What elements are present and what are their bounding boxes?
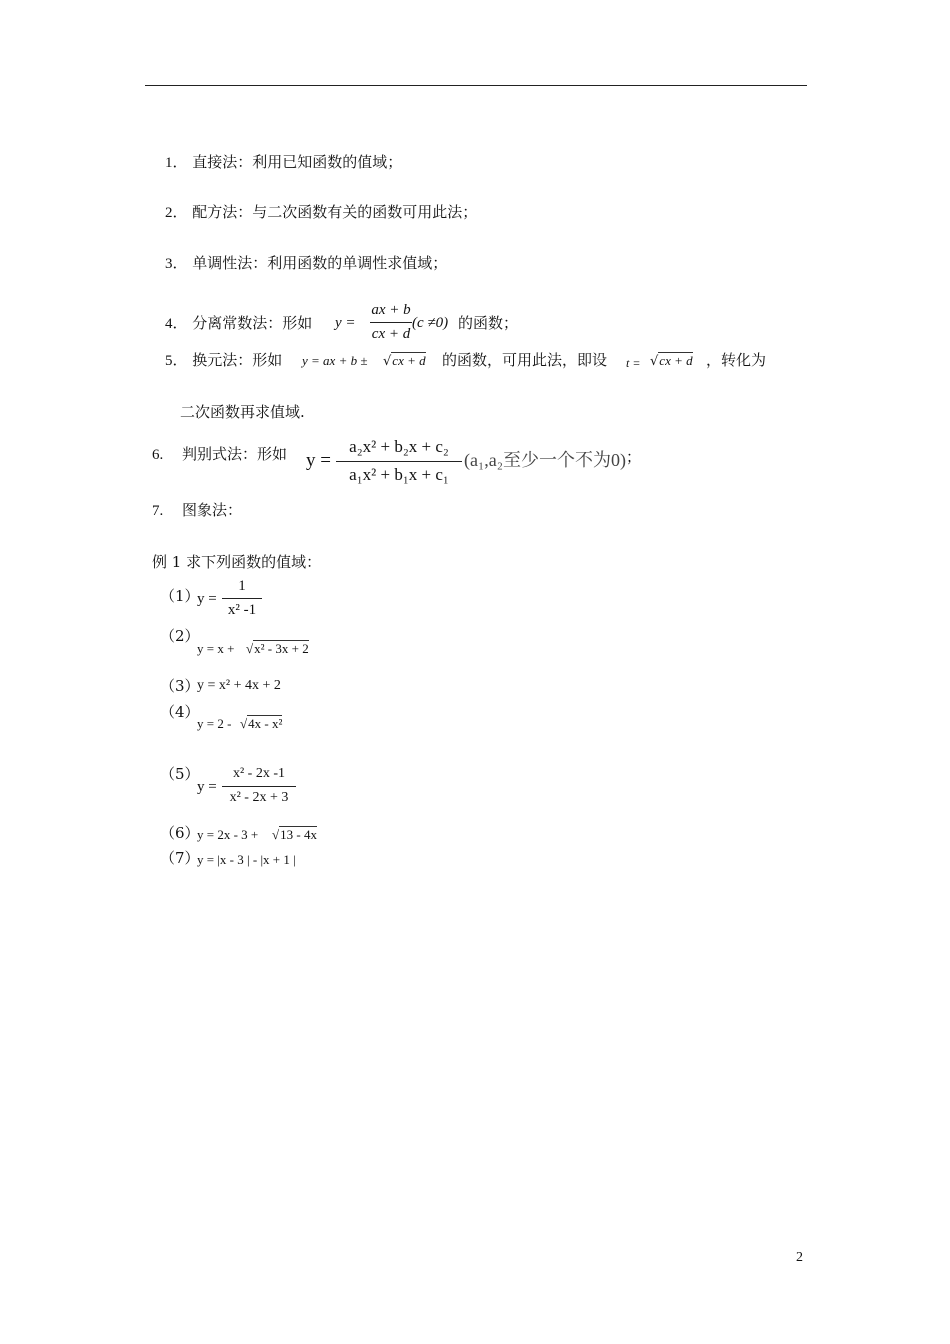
radical: √cx + d — [650, 353, 693, 369]
item-text: 判别式法：形如 — [182, 445, 288, 463]
radicand: 4x - x² — [248, 716, 283, 731]
item-text: 直接法：利用已知函数的值域； — [192, 153, 403, 171]
fraction-lhs: y = — [197, 591, 217, 607]
fraction-lhs: y = — [335, 315, 356, 331]
problem-label: （2） — [160, 627, 200, 645]
fraction-denominator: x² -1 — [227, 602, 257, 618]
item-number: 6. — [152, 447, 164, 463]
fraction-numerator: 1 — [238, 578, 246, 594]
radicand: x² - 3x + 2 — [254, 641, 309, 656]
condition: (c ≠0) — [412, 315, 449, 331]
fraction — [222, 576, 262, 622]
item-text: 分离常数法：形如 — [192, 314, 313, 332]
item-1 — [165, 152, 402, 173]
fraction — [222, 764, 296, 810]
item-text: 图象法： — [182, 501, 243, 519]
fraction-bar — [370, 322, 412, 323]
example-title: 例 1 求下列函数的值域： — [152, 553, 322, 571]
item-number: 4． — [165, 316, 188, 332]
problem-expression: y = x² + 4x + 2 — [197, 678, 281, 693]
problem-expression: y = 2x - 3 + — [197, 827, 259, 842]
fraction-denominator: a₁x² + b₁x + c₁ — [349, 465, 449, 484]
radical: √4x - x² — [240, 716, 283, 731]
item-number: 3． — [165, 256, 188, 272]
item-5 — [165, 350, 282, 371]
radical: √cx + d — [383, 353, 426, 369]
radicand: cx + d — [659, 353, 693, 368]
fraction-bar — [222, 786, 296, 787]
item-text: 换元法：形如 — [192, 351, 283, 369]
problem-label: （3） — [160, 677, 200, 695]
radical: √13 - 4x — [272, 827, 317, 842]
problem-expression: y = 2 - — [197, 716, 232, 731]
item-tail: 的函数； — [458, 314, 519, 332]
problem-label: （7） — [160, 849, 200, 867]
fraction-bar — [336, 461, 462, 462]
radical: √x² - 3x + 2 — [246, 641, 309, 656]
substitution-expression: y = ax + b ± — [302, 353, 368, 368]
radicand: cx + d — [392, 353, 426, 368]
fraction-denominator: cx + d — [371, 326, 411, 342]
fraction-numerator: x² - 2x -1 — [232, 766, 286, 781]
fraction-numerator: ax + b — [371, 302, 411, 318]
item-tail: ； — [626, 448, 642, 466]
item-continuation: 二次函数再求值域. — [180, 403, 305, 421]
fraction-lhs: y = — [197, 779, 217, 795]
radicand: 13 - 4x — [280, 827, 317, 842]
problem-label: （1） — [160, 587, 200, 605]
item-text: 单调性法：利用函数的单调性求值域； — [192, 254, 448, 272]
item-tail: ，转化为 — [706, 351, 767, 369]
fraction-lhs: y = — [306, 450, 331, 471]
problem-label: （4） — [160, 703, 200, 721]
item-2 — [165, 202, 477, 223]
problem-expression: y = |x - 3 | - |x + 1 | — [197, 852, 296, 867]
condition: (a₁,a₂至少一个不为0) — [464, 450, 627, 470]
fraction-denominator: x² - 2x + 3 — [229, 790, 289, 805]
item-number: 5． — [165, 353, 188, 369]
fraction-numerator: a₂x² + b₂x + c₂ — [349, 437, 449, 456]
item-6 — [152, 444, 287, 465]
fraction — [370, 300, 412, 346]
fraction-bar — [222, 598, 262, 599]
header-rule — [145, 85, 807, 86]
problem-label: （6） — [160, 824, 200, 842]
problem-label: （5） — [160, 765, 200, 783]
item-7 — [152, 500, 242, 521]
item-number: 1． — [165, 155, 188, 171]
item-3 — [165, 253, 447, 274]
substitution-variable: t = — [626, 356, 641, 370]
fraction — [336, 436, 462, 488]
item-number: 7. — [152, 503, 164, 519]
item-number: 2． — [165, 205, 188, 221]
item-4 — [165, 313, 312, 334]
page-number: 2 — [796, 1250, 803, 1265]
item-text: 配方法：与二次函数有关的函数可用此法； — [192, 203, 478, 221]
item-mid: 的函数，可用此法，即设 — [442, 351, 608, 369]
problem-expression: y = x + — [197, 641, 235, 656]
